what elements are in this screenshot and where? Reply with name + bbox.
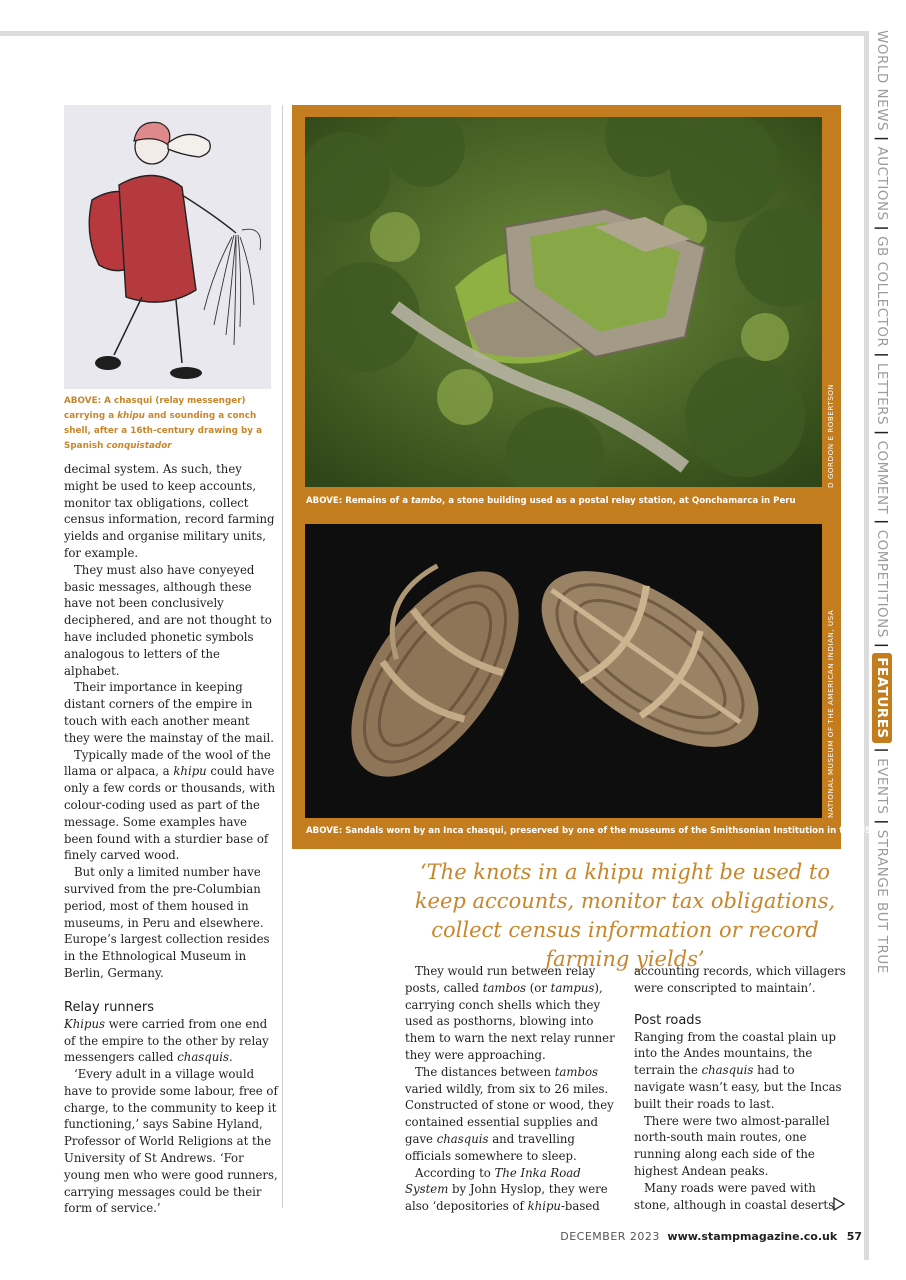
nav-item-comment[interactable]: COMMENT	[874, 440, 890, 515]
text-run: ), carrying conch shells which they used as posthorns, blowing into them to warn the next relay runner they were approaching.	[405, 980, 615, 1062]
nav-item-competitions[interactable]: COMPETITIONS	[874, 529, 890, 638]
italic-term: chasquis	[701, 1063, 754, 1078]
nav-separator: |	[874, 225, 890, 232]
italic-term: tambos	[554, 1064, 598, 1079]
section-heading-post-roads: Post roads	[634, 1012, 702, 1028]
section-heading-relay-runners: Relay runners	[64, 999, 155, 1015]
text-run: According to	[415, 1165, 495, 1180]
nav-item-features[interactable]: FEATURES	[872, 653, 892, 742]
italic-term: tambos	[482, 980, 527, 995]
paragraph: They must also have conyeyed basic messages, although these have not been conclusively deciphered, and are not thought to have included phonetic symbols analogous to letters of the alphabet.	[64, 562, 272, 678]
paragraph: Many roads were paved with stone, although in coastal deserts	[634, 1180, 835, 1212]
top-border	[0, 31, 866, 36]
article-column-right	[634, 963, 848, 1213]
text-run: Typically made of the wool of the llama or alpaca, a	[64, 747, 271, 779]
nav-separator: |	[874, 642, 890, 649]
text-run: (or	[526, 980, 551, 995]
italic-term: Khipus	[64, 1016, 106, 1031]
italic-term: khipu	[173, 764, 207, 779]
nav-item-auctions[interactable]: AUCTIONS	[874, 146, 890, 221]
pull-quote: ‘The knots in a khipu might be used to keep accounts, monitor tax obligations, collect census information or record farming yields’	[414, 860, 836, 971]
nav-item-world-news[interactable]: WORLD NEWS	[874, 30, 890, 132]
paragraph	[634, 1029, 848, 1113]
text-run: -based	[560, 1199, 600, 1214]
website-link[interactable]: www.stampmagazine.co.uk	[667, 1230, 838, 1243]
article-column-left	[64, 461, 278, 1217]
caption-italic-conquistador: conquistador	[106, 441, 172, 451]
article-column-middle	[405, 963, 617, 1215]
caption-text: ABOVE: Remains of a	[306, 496, 412, 506]
column-rule	[282, 105, 283, 1208]
illustration-caption	[64, 394, 279, 454]
paragraph: Their importance in keeping distant corners of the empire in touch with each another meant they were the mainstay of the mail.	[64, 680, 274, 745]
italic-term: chasquis	[436, 1131, 489, 1146]
section-nav-items	[872, 30, 892, 974]
photo1-credit: D GORDON E ROBERTSON	[826, 383, 835, 488]
nav-item-strange-but-true[interactable]: STRANGE BUT TRUE	[874, 829, 890, 974]
page-number: 57	[846, 1230, 862, 1243]
caption-text: , a stone building used as a postal relay station, at Qonchamarca in Peru	[441, 496, 796, 506]
paragraph: But only a limited number have survived from the pre-Columbian period, most of them housed in museums, in Peru and elsewhere. Europe’s largest collection resides in the Ethnological Museum in Berlin, Germany.	[64, 865, 270, 980]
issue-date: DECEMBER 2023	[560, 1230, 660, 1243]
continue-arrow-icon	[832, 1197, 846, 1211]
paragraph: accounting records, which villagers were conscripted to maintain’.	[634, 964, 846, 995]
text-run: Ranging from the coastal plain up into the Andes mountains, the terrain the	[634, 1029, 836, 1078]
text-run: were carried from one end of the empire to the other by relay messengers called	[64, 1016, 269, 1065]
text-run: had to navigate wasn’t easy, but the Incas built their roads to last.	[634, 1063, 842, 1111]
text-run: by John Hyslop, they were also ‘depositories of	[405, 1182, 608, 1214]
sandals-photo	[305, 524, 822, 818]
nav-item-gb-collector[interactable]: GB COLLECTOR	[874, 236, 890, 348]
italic-term: khipu	[527, 1199, 561, 1214]
italic-term: tampus	[550, 980, 595, 995]
caption-text: and sounding a conch shell, after a 16th-century drawing by a Spanish	[64, 411, 263, 451]
paragraph	[405, 1064, 617, 1165]
nav-separator: |	[874, 747, 890, 754]
nav-separator: |	[874, 519, 890, 525]
nav-separator: |	[874, 430, 890, 436]
photo2-credit: NATIONAL MUSEUM OF THE AMERICAN INDIAN, USA	[826, 609, 835, 818]
page-footer	[560, 1230, 862, 1243]
paragraph: There were two almost-parallel north-south main routes, one running along each side of the highest Andean peaks.	[634, 1113, 830, 1178]
chasqui-illustration	[64, 105, 271, 389]
paragraph	[64, 747, 278, 865]
caption-italic-tambo: tambo	[411, 496, 442, 506]
right-border	[864, 31, 869, 1260]
tambo-ruins-photo	[305, 117, 822, 487]
caption-text: ABOVE: A chasqui (relay messenger) carrying a	[64, 396, 246, 421]
paragraph	[64, 1016, 278, 1066]
paragraph: decimal system. As such, they might be used to keep accounts, monitor tax obligations, collect census information, record farming yields and organise military units, for example.	[64, 462, 275, 560]
text-run: They would run between relay posts, called	[405, 964, 596, 995]
nav-item-letters[interactable]: LETTERS	[874, 362, 890, 426]
nav-item-events[interactable]: EVENTS	[874, 758, 890, 815]
photo2-caption: ABOVE: Sandals worn by an Inca chasqui, preserved by one of the museums of the Smithsonian Institution in the USA	[306, 826, 879, 836]
book-title: The Inka Road System	[405, 1165, 581, 1197]
text-run: The distances between	[415, 1064, 555, 1079]
paragraph	[405, 963, 617, 1064]
text-run: varied wildly, from six to 26 miles. Constructed of stone or wood, they contained essential supplies and gave	[405, 1081, 614, 1146]
nav-separator: |	[874, 136, 890, 142]
paragraph	[405, 1165, 617, 1215]
text-run: .	[229, 1050, 233, 1065]
nav-separator: |	[874, 352, 890, 358]
caption-italic-khipu: khipu	[117, 411, 145, 421]
paragraph: ‘Every adult in a village would have to provide some labour, free of charge, to the community to keep it functioning,’ says Sabine Hyland, Professor of World Religions at the University of St Andrews. ‘For young men who were good runners, carrying messages could be their form of service.’	[64, 1067, 278, 1216]
nav-separator: |	[874, 819, 890, 825]
text-run: and travelling officials somewhere to sleep.	[405, 1131, 577, 1163]
photo1-caption	[306, 496, 796, 506]
italic-term: chasquis	[177, 1050, 230, 1065]
text-run: could have only a few cords or thousands, with colour-coding used as part of the message. Some examples have been found with a sturdier base of finely carved wood.	[64, 764, 276, 863]
